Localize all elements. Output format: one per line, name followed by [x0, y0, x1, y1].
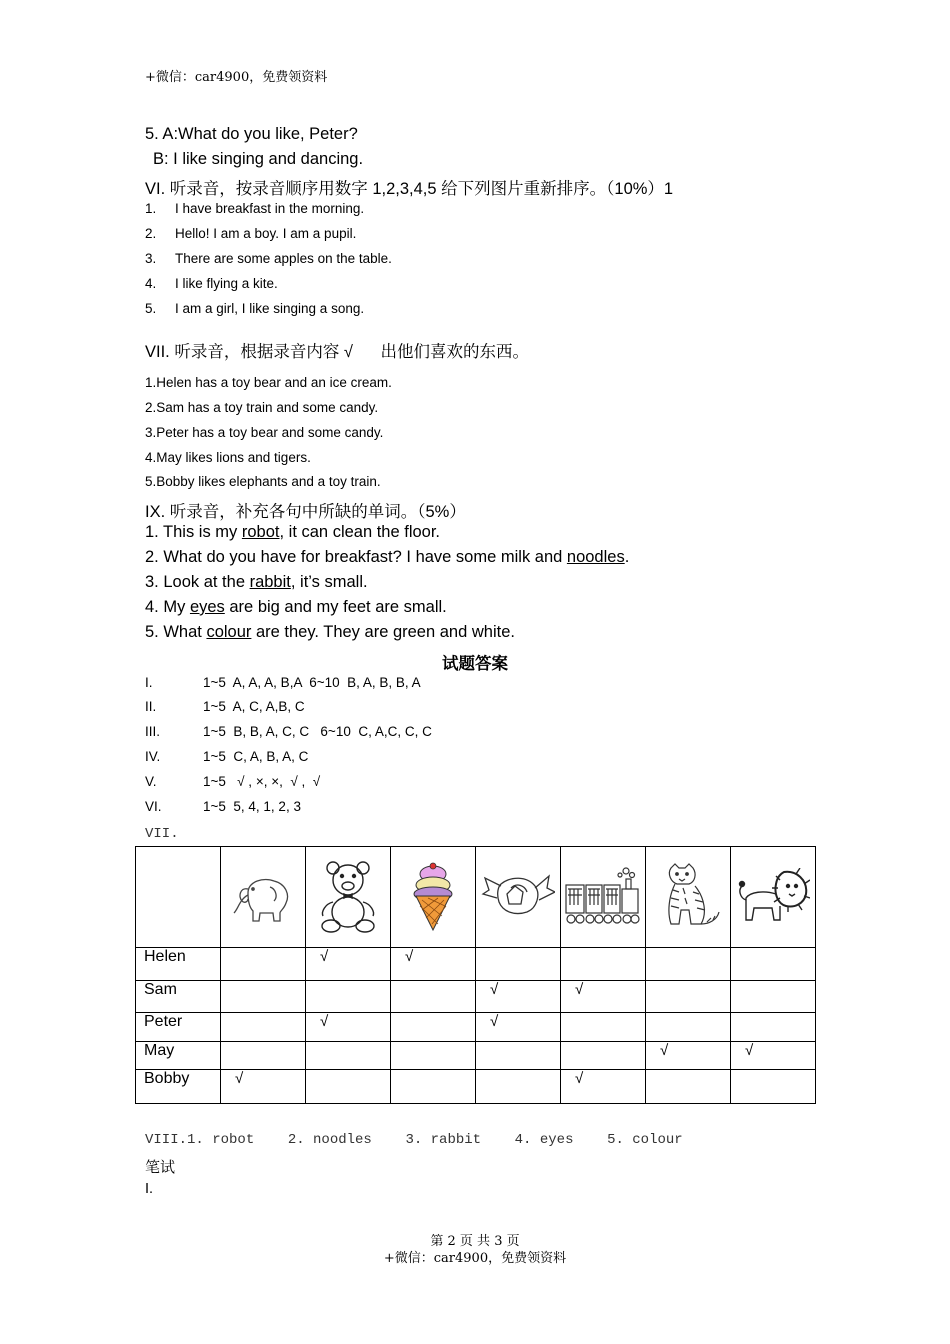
tiger-icon — [655, 862, 721, 932]
check-cell — [561, 1013, 646, 1042]
check-cell: √ — [561, 981, 646, 1013]
check-cell — [646, 981, 731, 1013]
answer-word: robot — [241, 523, 280, 541]
answer-text: 1~5 √ , ×, ×, √ , √ — [203, 774, 321, 789]
table-row — [136, 948, 816, 981]
list-text: I have breakfast in the morning. — [175, 201, 365, 216]
sentence-text: 1. This is my — [145, 523, 242, 541]
check-cell — [646, 1070, 731, 1104]
answer-word: rabbit — [249, 573, 291, 591]
check-cell — [221, 948, 306, 981]
section5-line-b: B: I like singing and dancing. — [153, 150, 364, 168]
lion-icon — [736, 868, 810, 926]
answer-word: colour — [206, 623, 252, 641]
list-item: 5.Bobby likes elephants and a toy train. — [145, 474, 381, 489]
sentence-text: are they. They are green and white. — [251, 623, 515, 641]
sentence-text: 5. What — [145, 623, 207, 641]
answer-row — [145, 774, 320, 789]
answer-text: 1~5 A, C, A,B, C — [203, 699, 305, 714]
check-cell — [731, 981, 816, 1013]
fill-sentence — [145, 598, 447, 617]
list-text: I like flying a kite. — [175, 276, 278, 291]
viii-answers: VIII.1. robot 2. noodles 3. rabbit 4. eyes 5. colour — [145, 1132, 683, 1148]
answer-number: VI. — [145, 799, 162, 814]
sentence-text: . — [624, 548, 630, 566]
list-text: I am a girl, I like singing a song. — [175, 301, 365, 316]
written-section-label: I. — [145, 1181, 154, 1197]
check-cell: √ — [561, 1070, 646, 1104]
check-cell: √ — [476, 981, 561, 1013]
picture-cell — [391, 847, 476, 948]
header-promo: +微信：car4900，免费领资料 — [145, 70, 328, 85]
answer-text: 1~5 C, A, B, A, C — [203, 749, 309, 764]
answer-number: V. — [145, 774, 157, 789]
check-cell — [221, 981, 306, 1013]
list-item — [145, 276, 278, 291]
sentence-text: 2. What do you have for breakfast? I have some milk and — [145, 548, 567, 566]
student-name: Bobby — [136, 1070, 221, 1104]
check-cell — [561, 1042, 646, 1070]
fill-sentence — [145, 573, 368, 592]
check-cell: √ — [221, 1070, 306, 1104]
fill-sentence — [145, 623, 515, 642]
check-cell — [731, 1070, 816, 1104]
list-item: 3.Peter has a toy bear and some candy. — [145, 425, 384, 440]
picture-cell — [221, 847, 306, 948]
sentence-text: 4. My — [145, 598, 190, 616]
check-cell — [391, 1013, 476, 1042]
answer-word: noodles — [566, 548, 625, 566]
answer-row — [145, 675, 421, 690]
check-cell — [306, 1070, 391, 1104]
list-item — [145, 226, 356, 241]
list-item — [145, 301, 364, 316]
list-number: 4. — [145, 276, 157, 291]
list-item: 1.Helen has a toy bear and an ice cream. — [145, 375, 392, 390]
check-cell — [306, 981, 391, 1013]
check-cell: √ — [391, 948, 476, 981]
list-text: There are some apples on the table. — [175, 251, 392, 266]
answer-row — [145, 799, 301, 814]
picture-cell — [731, 847, 816, 948]
answer-word: eyes — [189, 598, 225, 616]
page-number: 第 2 页 共 3 页 — [430, 1234, 520, 1249]
section9-title: IX. 听录音，补充各句中所缺的单词。（5%） — [145, 503, 466, 521]
answer-number: II. — [145, 699, 157, 714]
check-cell — [306, 1042, 391, 1070]
list-item: 2.Sam has a toy train and some candy. — [145, 400, 379, 415]
check-cell — [646, 1013, 731, 1042]
list-number: 2. — [145, 226, 157, 241]
check-cell — [391, 1070, 476, 1104]
section6-title: VI. 听录音，按录音顺序用数字 1,2,3,4,5 给下列图片重新排序。（10%）1 — [145, 180, 674, 198]
table-row — [136, 1013, 816, 1042]
answer-text: 1~5 A, A, A, B,A 6~10 B, A, B, B, A — [203, 675, 421, 690]
picture-cell — [646, 847, 731, 948]
teddy-bear-icon — [311, 860, 385, 934]
section5-line-a: 5. A:What do you like, Peter? — [145, 125, 358, 143]
check-cell: √ — [306, 1013, 391, 1042]
footer-promo: +微信：car4900，免费领资料 — [383, 1251, 567, 1266]
student-name: Peter — [136, 1013, 221, 1042]
picture-cell — [306, 847, 391, 948]
list-item — [145, 251, 392, 266]
answer-table — [135, 846, 816, 1104]
check-cell: √ — [731, 1042, 816, 1070]
picture-cell — [561, 847, 646, 948]
answer-number: I. — [145, 675, 153, 690]
list-number: 5. — [145, 301, 157, 316]
check-cell — [476, 948, 561, 981]
list-item: 4.May likes lions and tigers. — [145, 450, 311, 465]
list-number: 1. — [145, 201, 157, 216]
check-cell — [476, 1042, 561, 1070]
list-item — [145, 201, 364, 216]
answer-row — [145, 749, 308, 764]
check-cell: √ — [646, 1042, 731, 1070]
check-cell — [221, 1013, 306, 1042]
table-row — [136, 1042, 816, 1070]
list-text: Hello! I am a boy. I am a pupil. — [175, 226, 357, 241]
ice-cream-icon — [408, 862, 458, 932]
student-name: Sam — [136, 981, 221, 1013]
check-cell — [646, 948, 731, 981]
toy-train-icon — [564, 865, 642, 929]
section7-title: VII. 听录音，根据录音内容 √ 出他们喜欢的东西。 — [145, 343, 529, 361]
answer-row — [145, 699, 305, 714]
check-cell: √ — [306, 948, 391, 981]
sentence-text: , it’s small. — [290, 573, 368, 591]
check-cell: √ — [476, 1013, 561, 1042]
check-cell — [476, 1070, 561, 1104]
answers-title: 试题答案 — [442, 655, 508, 673]
sentence-text: , it can clean the floor. — [279, 523, 441, 541]
fill-sentence — [145, 523, 440, 542]
student-name: May — [136, 1042, 221, 1070]
candy-icon — [481, 872, 555, 922]
answer-text: 1~5 5, 4, 1, 2, 3 — [203, 799, 301, 814]
check-cell — [731, 948, 816, 981]
picture-row — [136, 847, 816, 948]
table-row — [136, 981, 816, 1013]
sentence-text: 3. Look at the — [145, 573, 250, 591]
answer-text: 1~5 B, B, A, C, C 6~10 C, A,C, C, C — [203, 724, 432, 739]
elephant-icon — [230, 869, 296, 925]
answer-row — [145, 724, 432, 739]
check-cell — [391, 1042, 476, 1070]
fill-sentence — [145, 548, 629, 567]
list-number: 3. — [145, 251, 157, 266]
picture-cell — [476, 847, 561, 948]
check-cell — [221, 1042, 306, 1070]
answer-number: IV. — [145, 749, 161, 764]
check-cell — [731, 1013, 816, 1042]
vii-label: VII. — [145, 826, 179, 842]
check-cell — [391, 981, 476, 1013]
empty-corner-cell — [136, 847, 221, 948]
answer-number: III. — [145, 724, 161, 739]
written-test-heading: 笔试 — [145, 1158, 176, 1176]
sentence-text: are big and my feet are small. — [224, 598, 447, 616]
student-name: Helen — [136, 948, 221, 981]
check-cell — [561, 948, 646, 981]
table-row — [136, 1070, 816, 1104]
